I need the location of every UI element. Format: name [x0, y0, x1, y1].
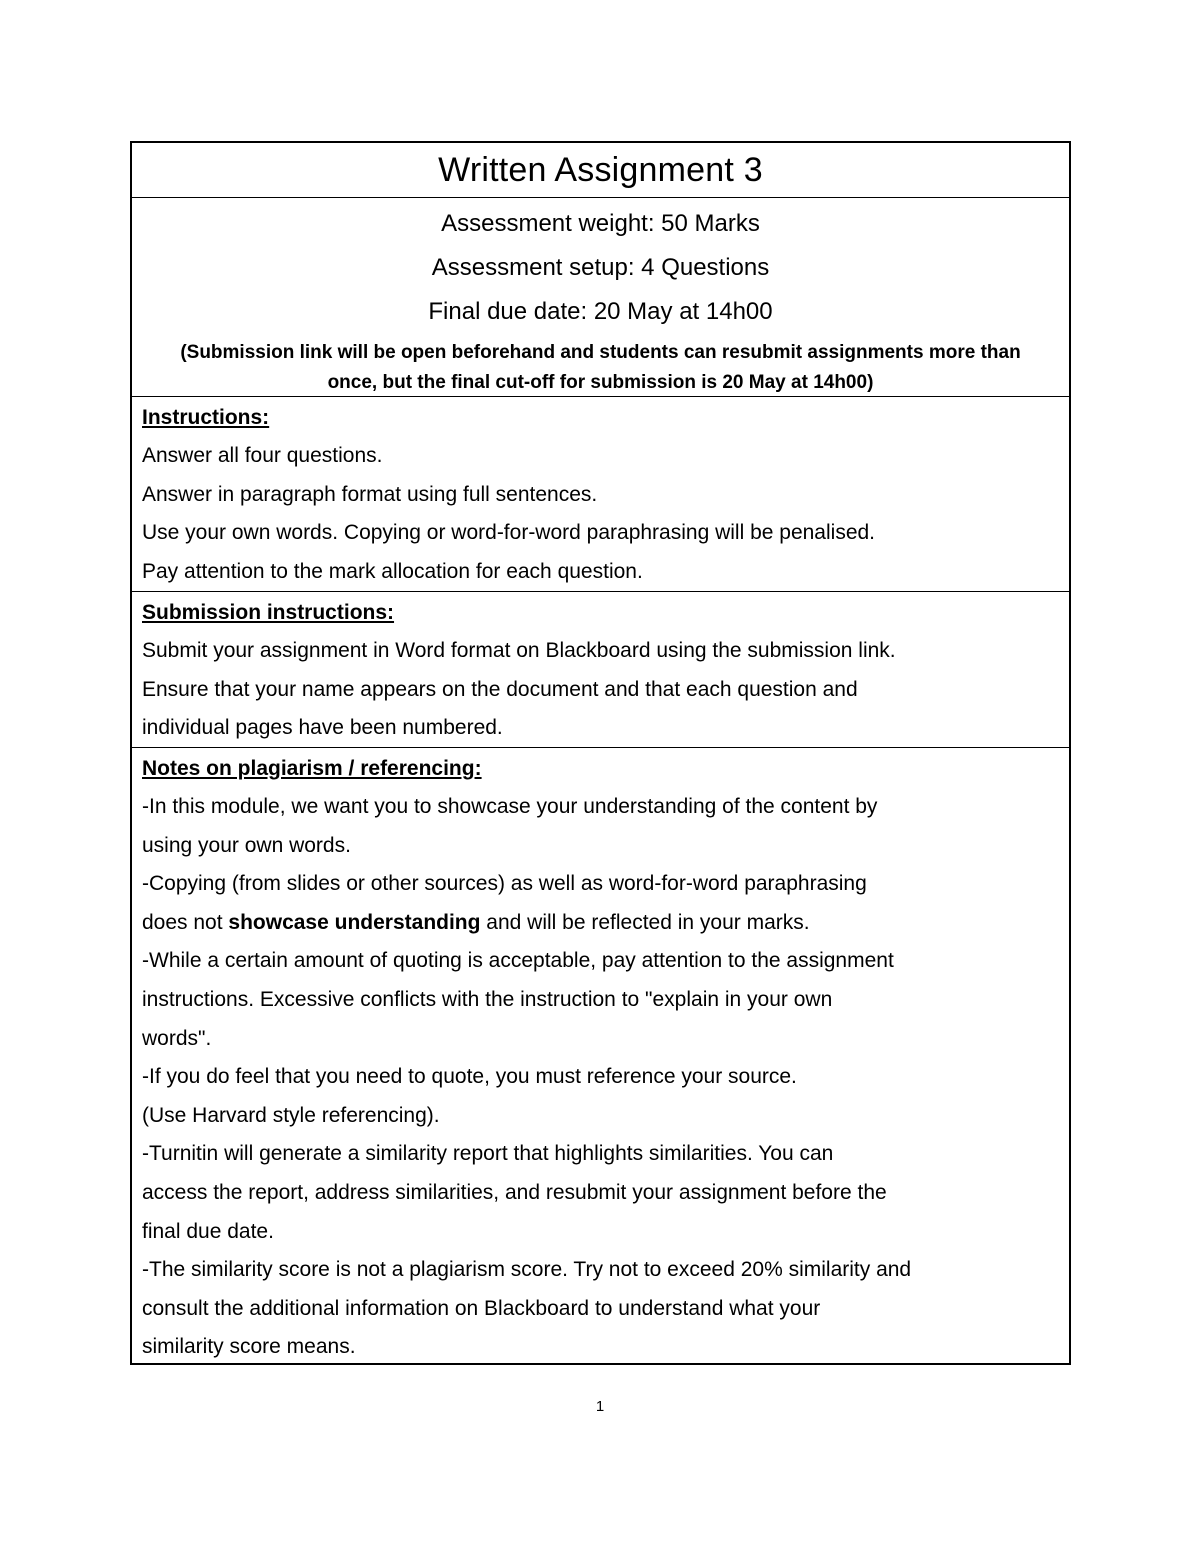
notes-line: instructions. Excessive conflicts with the instruction to "explain in your own [142, 987, 833, 1011]
notes-line: -Turnitin will generate a similarity report that highlights similarities. You can [142, 1142, 834, 1166]
page-number: 1 [595, 1398, 605, 1415]
notes-line: (Use Harvard style referencing). [142, 1103, 440, 1127]
submission-line: Ensure that your name appears on the document and that each question and [142, 677, 858, 701]
plagiarism-notes-section [132, 747, 1069, 1363]
notes-line: using your own words. [142, 833, 351, 857]
assessment-weight: Assessment weight: 50 Marks [441, 210, 760, 237]
instructions-section [132, 396, 1069, 591]
submission-section [132, 591, 1069, 747]
instructions-heading: Instructions: [142, 406, 270, 429]
notes-line-start: does not [142, 910, 229, 934]
submission-line: individual pages have been numbered. [142, 716, 503, 740]
notes-line: consult the additional information on Blackboard to understand what your [142, 1296, 821, 1320]
notes-line: access the report, address similarities, and resubmit your assignment before the [142, 1180, 887, 1204]
assignment-title: Written Assignment 3 [438, 150, 763, 189]
notes-line: similarity score means. [142, 1335, 356, 1359]
submission-line: Submit your assignment in Word format on Blackboard using the submission link. [142, 639, 896, 662]
instruction-line: Pay attention to the mark allocation for each question. [142, 559, 643, 583]
notes-line: -If you do feel that you need to quote, you must reference your source. [142, 1065, 797, 1089]
instruction-line: Use your own words. Copying or word-for-word paraphrasing will be penalised. [142, 521, 876, 545]
notes-line: words". [142, 1026, 212, 1050]
notes-line: final due date. [142, 1219, 274, 1243]
notes-line: -Copying (from slides or other sources) as well as word-for-word paraphrasing [142, 872, 867, 896]
notes-bold-phrase: showcase understanding [228, 910, 481, 934]
notes-line: -In this module, we want you to showcase your understanding of the content by [142, 795, 878, 818]
notes-line-end: and will be reflected in your marks. [480, 910, 810, 934]
final-due-date: Final due date: 20 May at 14h00 [428, 298, 773, 325]
notes-line: -While a certain amount of quoting is acceptable, pay attention to the assignment [142, 949, 894, 973]
instruction-line: Answer in paragraph format using full sentences. [142, 482, 598, 506]
plagiarism-notes-heading: Notes on plagiarism / referencing: [142, 757, 482, 780]
submission-note: (Submission link will be open beforehand and students can resubmit assignments more than once, but the final cut-off for submission is 20 May at 14h00) [180, 342, 1021, 393]
submission-heading: Submission instructions: [142, 601, 395, 624]
instruction-line: Answer all four questions. [142, 444, 383, 467]
notes-line [142, 904, 1059, 943]
notes-line: -The similarity score is not a plagiarism score. Try not to exceed 20% similarity and [142, 1258, 912, 1282]
assessment-summary [132, 197, 1069, 396]
assignment-table [130, 141, 1071, 1365]
assessment-setup: Assessment setup: 4 Questions [431, 254, 770, 281]
